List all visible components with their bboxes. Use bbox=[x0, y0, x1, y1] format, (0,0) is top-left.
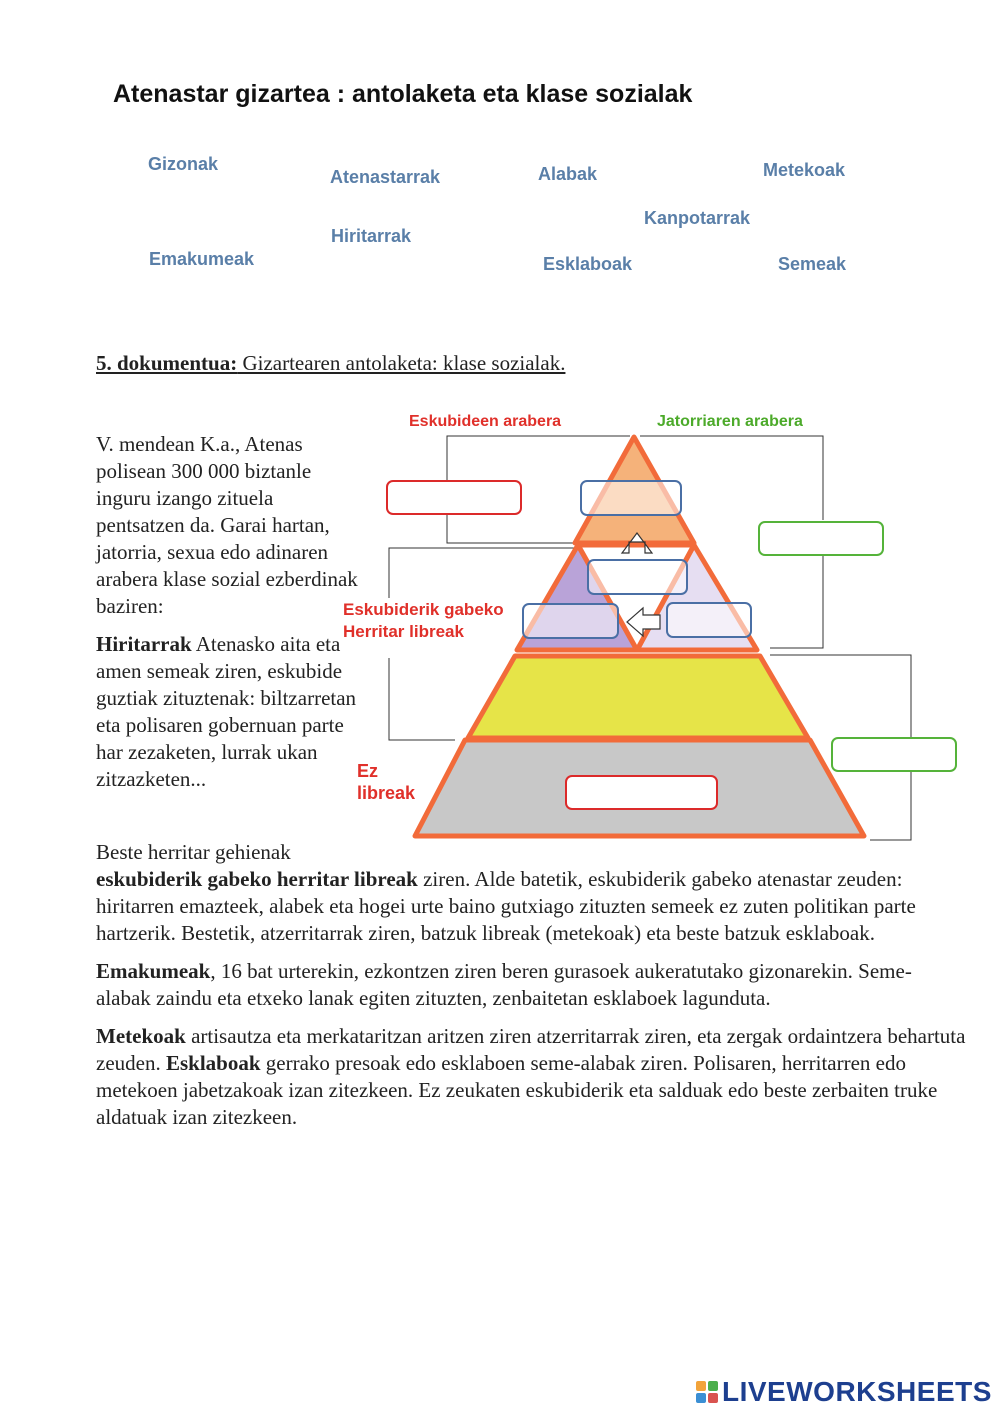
drop-zone-middle[interactable] bbox=[587, 559, 688, 595]
bracket-free-top bbox=[389, 548, 575, 598]
beste-term: eskubiderik gabeko herritar libreak bbox=[96, 867, 418, 891]
bracket-origin-bottom bbox=[770, 555, 823, 648]
label-by-rights: Eskubideen arabera bbox=[409, 413, 562, 430]
word-hiritarrak[interactable]: Hiritarrak bbox=[331, 226, 412, 246]
label-by-origin: Jatorriaren arabera bbox=[657, 413, 803, 430]
tier-free-no-rights bbox=[468, 656, 808, 738]
word-kanpotarrak[interactable]: Kanpotarrak bbox=[644, 208, 751, 228]
document-heading-number: 5. dokumentua: bbox=[96, 351, 238, 375]
bracket-free-bottom bbox=[389, 658, 455, 740]
logo-text: LIVEWORKSHEETS bbox=[722, 1376, 992, 1407]
drop-zone-citizens[interactable] bbox=[580, 480, 682, 516]
word-esklaboak[interactable]: Esklaboak bbox=[543, 254, 633, 274]
word-emakumeak[interactable]: Emakumeak bbox=[149, 249, 255, 269]
page-title: Atenastar gizartea : antolaketa eta klase sozialak bbox=[113, 80, 693, 108]
document-heading-text: Gizartearen antolaketa: klase sozialak. bbox=[237, 351, 566, 375]
bracket-origin2-bottom bbox=[870, 771, 911, 840]
label-free-no-rights-1: Eskubiderik gabeko bbox=[343, 600, 504, 619]
drop-zone-left-subtier[interactable] bbox=[522, 603, 619, 639]
liveworksheets-logo bbox=[696, 1376, 992, 1408]
bracket-rights-top bbox=[447, 436, 630, 480]
drop-zone-rights-top[interactable] bbox=[386, 480, 522, 515]
emakumeak-term: Emakumeak bbox=[96, 959, 211, 983]
word-metekoak[interactable]: Metekoak bbox=[763, 160, 846, 180]
drop-zone-origin-top[interactable] bbox=[758, 521, 884, 556]
hiritarrak-text: Atenasko aita eta amen semeak ziren, eskubide guztiak zituztenak: biltzarretan eta polisaren gobernuan parte har zezaketen, lurrak ukan zitzazketen... bbox=[96, 632, 357, 791]
label-not-free-1: Ez bbox=[357, 761, 379, 781]
logo-mark-icon bbox=[696, 1381, 718, 1403]
esklaboak-text: gerrako presoak edo esklaboen seme-alabak ziren. Polisaren, herritarren edo metekoen jabetzakoak izan zitezkeen. Ez zeukaten eskubiderik eta salduak edo beste zerbaiten truke aldatuak izan zitezkeen. bbox=[96, 1051, 938, 1129]
word-semeak[interactable]: Semeak bbox=[778, 254, 847, 274]
label-not-free-2: libreak bbox=[357, 783, 416, 803]
drop-zone-origin-bottom[interactable] bbox=[831, 737, 957, 772]
drop-zone-right-subtier[interactable] bbox=[666, 602, 752, 638]
hiritarrak-term: Hiritarrak bbox=[96, 632, 192, 656]
word-gizonak[interactable]: Gizonak bbox=[148, 154, 219, 174]
metekoak-text: artisautza eta merkataritzan aritzen ziren atzerritarrak ziren, eta zergak ordaintzera behartuta zeuden. bbox=[96, 1024, 966, 1075]
label-free-no-rights-2: Herritar libreak bbox=[343, 622, 464, 641]
esklaboak-term: Esklaboak bbox=[165, 1051, 261, 1075]
emakumeak-text: , 16 bat urterekin, ezkontzen ziren beren gurasoek aukeratutako gizonarekin. Seme-alabak zaindu eta etxeko lanak egiten zituzten, zenbaitetan esklaboek lagunduta. bbox=[96, 959, 912, 1010]
metekoak-term: Metekoak bbox=[96, 1024, 186, 1048]
drop-zone-not-free[interactable] bbox=[565, 775, 718, 810]
word-alabak[interactable]: Alabak bbox=[538, 164, 598, 184]
beste-text: ziren. Alde batetik, eskubiderik gabeko atenastar zeuden: hiritarren emazteek, alabek eta hogei urte baino gutxiago zituzten semeek ez zuten politikan parte hartzerik. Bestetik, atzerritarrak ziren, batzuk libreak (metekoak) eta beste batzuk esklaboak. bbox=[96, 867, 916, 945]
intro-paragraph: V. mendean K.a., Atenas polisean 300 000 biztanle inguru izango zituela pentsatzen da. Garai hartan, jatorria, sexua edo adinaren arabera klase sozial ezberdinak baziren: bbox=[96, 432, 358, 618]
beste-start: Beste herritar gehienak bbox=[96, 840, 291, 864]
word-atenastarrak[interactable]: Atenastarrak bbox=[330, 167, 441, 187]
